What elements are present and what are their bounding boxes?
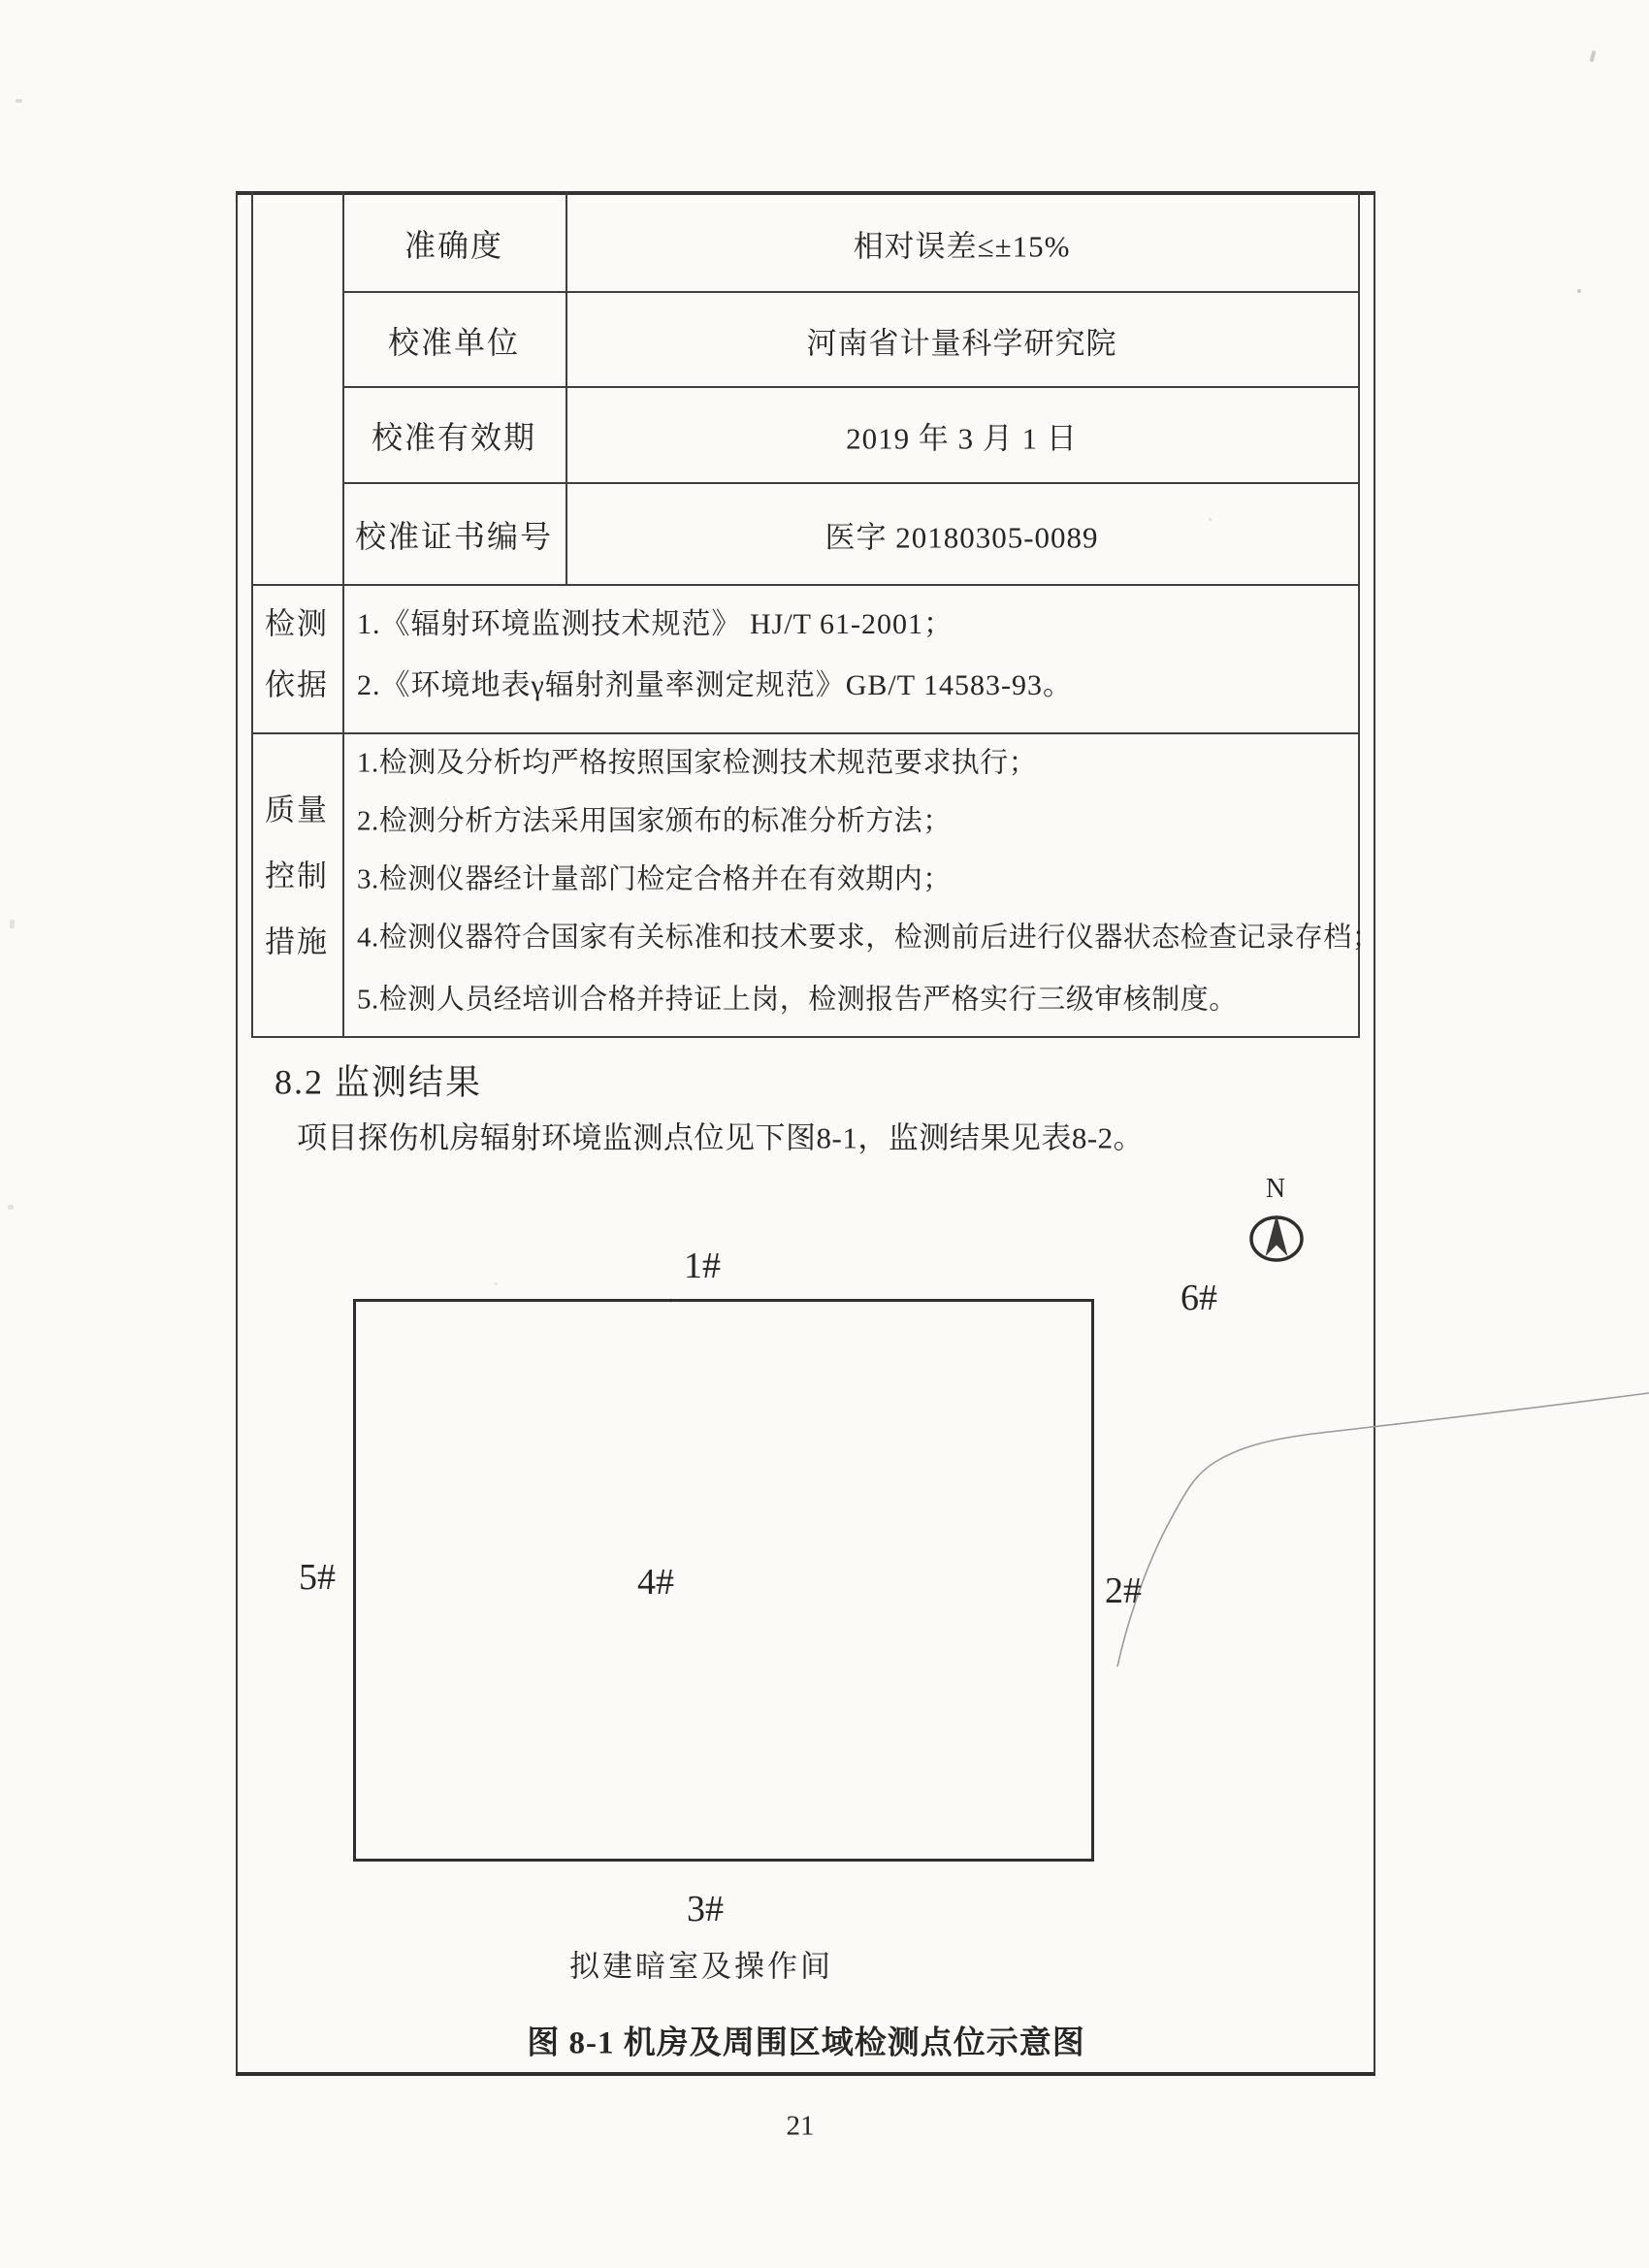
- section-heading: 8.2 监测结果: [275, 1062, 483, 1102]
- table-row-label: 校准有效期: [371, 420, 536, 455]
- qc-item: 2.检测分析方法采用国家颁布的标准分析方法；: [357, 805, 952, 837]
- monitoring-point-label-1: 1#: [684, 1246, 721, 1286]
- page-number: 21: [786, 2110, 815, 2142]
- scan-speck: [1577, 289, 1581, 293]
- room-label: 拟建暗室及操作间: [569, 1949, 833, 1984]
- table-row-divider: [342, 482, 1360, 484]
- scan-speck: [8, 1205, 14, 1210]
- monitoring-point-label-5: 5#: [299, 1557, 336, 1598]
- monitoring-point-label-3: 3#: [687, 1889, 724, 1929]
- table-row-divider: [342, 291, 1360, 293]
- table-right-border: [1358, 191, 1360, 1038]
- scan-speck: [10, 920, 15, 928]
- figure-caption: 图 8-1 机房及周围区域检测点位示意图: [527, 2025, 1085, 2061]
- monitoring-point-label-6: 6#: [1180, 1278, 1217, 1318]
- compass-north-label: N: [1265, 1174, 1286, 1204]
- scan-speck: [495, 1282, 498, 1285]
- table-row-value: 医字 20180305-0089: [824, 520, 1099, 555]
- table-row-value: 2019 年 3 月 1 日: [846, 421, 1078, 456]
- scan-speck: [1209, 518, 1212, 521]
- qc-item: 5.检测人员经培训合格并持证上岗，检测报告严格实行三级审核制度。: [357, 984, 1238, 1016]
- qc-label-line: 质量: [265, 793, 329, 827]
- table-row-label: 校准单位: [387, 325, 520, 360]
- scan-speck: [16, 99, 22, 103]
- monitoring-point-label-4: 4#: [637, 1562, 674, 1603]
- qc-label-line: 控制: [265, 859, 329, 893]
- basis-item: 1.《辐射环境监测技术规范》 HJ/T 61-2001；: [357, 608, 954, 640]
- basis-label-line: 依据: [265, 667, 329, 702]
- qc-item: 4.检测仪器符合国家有关标准和技术要求，检测前后进行仪器状态检查记录存档；: [357, 922, 1381, 954]
- scan-speck: [669, 1298, 672, 1303]
- table-row-divider: [251, 584, 1360, 586]
- table-row-label: 校准证书编号: [354, 519, 553, 554]
- qc-item: 1.检测及分析均严格按照国家检测技术规范要求执行；: [357, 747, 1038, 779]
- table-row-divider: [251, 732, 1360, 734]
- table-row-value: 相对误差≤±15%: [853, 229, 1071, 264]
- basis-item: 2.《环境地表γ辐射剂量率测定规范》GB/T 14583-93。: [357, 669, 1074, 701]
- monitoring-point-label-2: 2#: [1105, 1571, 1142, 1611]
- table-row-label: 准确度: [404, 228, 503, 263]
- scan-speck: [1590, 50, 1597, 63]
- section-paragraph: 项目探伤机房辐射环境监测点位见下图8-1，监测结果见表8-2。: [297, 1120, 1145, 1155]
- qc-label-line: 措施: [265, 924, 329, 959]
- qc-item: 3.检测仪器经计量部门检定合格并在有效期内；: [357, 863, 952, 895]
- room-outline: [353, 1299, 1094, 1862]
- north-compass-icon: [1247, 1212, 1306, 1264]
- table-row-divider: [342, 386, 1360, 388]
- table-row-value: 河南省计量科学研究院: [806, 326, 1117, 361]
- table-bottom-border: [251, 1036, 1360, 1038]
- basis-label-line: 检测: [265, 606, 329, 641]
